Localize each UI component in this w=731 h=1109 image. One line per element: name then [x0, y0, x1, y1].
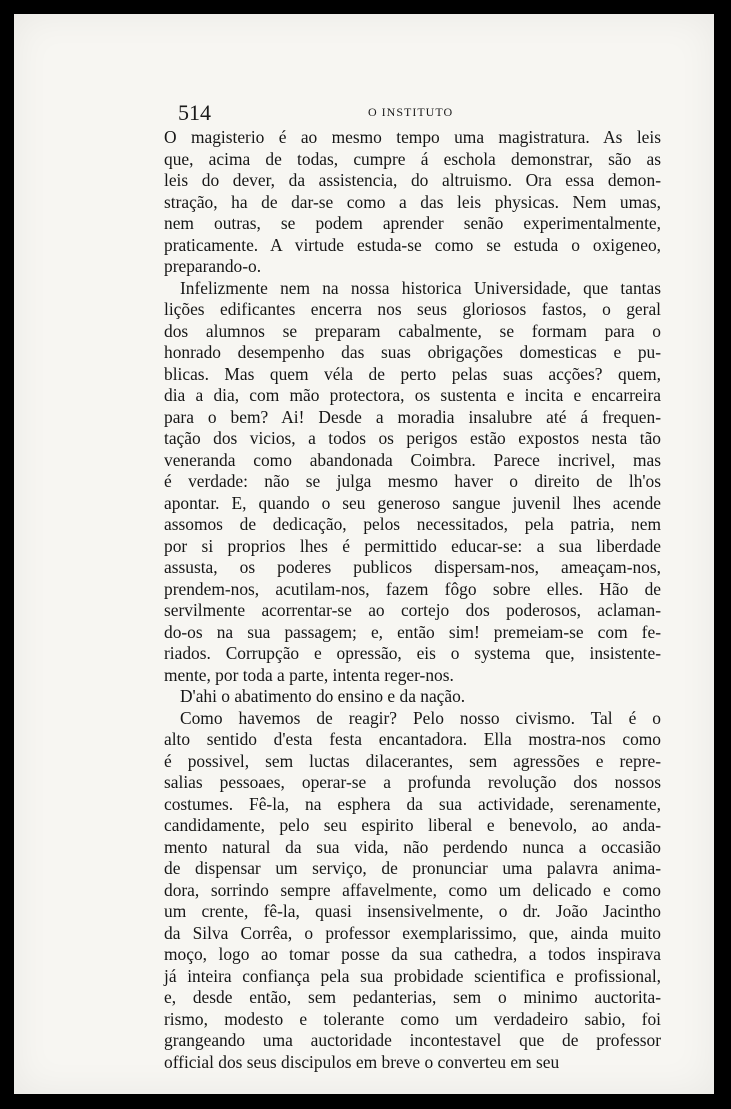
text-line: é verdade: não se julga mesmo haver o direito de lh'os — [164, 471, 661, 491]
text-line: mente, por toda a parte, intenta reger-nos. — [164, 664, 454, 685]
text-line: por si proprios lhes é permittido educar-se: a sua liberdade — [164, 535, 661, 556]
text-line: dos alumnos se preparam cabalmente, se formam para o — [164, 320, 661, 341]
text-line: riados. Corrupção e opressão, eis o systema que, insistente- — [164, 643, 661, 663]
text-line: grangeando uma auctoridade incontestavel que de professor — [164, 1030, 661, 1050]
text-line: mento natural da sua vida, não perdendo nunca a occasião — [164, 836, 661, 857]
text-line: praticamente. A virtude estuda-se como se estuda o oxigeneo, — [164, 234, 661, 255]
text-line: D'ahi o abatimento do ensino e da nação. — [180, 686, 466, 706]
page-number: 514 — [178, 100, 211, 125]
text-line: stração, ha de dar-se como a das leis physicas. Nem umas, — [164, 191, 661, 212]
text-line: apontar. E, quando o seu generoso sangue juvenil lhes acende — [164, 492, 661, 513]
text-line: dora, sorrindo sempre affavelmente, como um delicado e como — [164, 879, 661, 900]
text-line: rismo, modesto e tolerante como um verdadeiro sabio, foi — [164, 1008, 661, 1029]
text-line: que, acima de todas, cumpre á eschola demonstrar, são as — [164, 148, 661, 169]
body-text — [164, 127, 661, 1073]
text-line: alto sentido d'esta festa encantadora. Ella mostra-nos como — [164, 729, 661, 749]
text-line: um crente, fê-la, quasi insensivelmente, o dr. João Jacintho — [164, 901, 661, 921]
text-line: do-os na sua passagem; e, então sim! premeiam-se com fe- — [164, 621, 661, 642]
text-line: da Silva Corrêa, o professor exemplarissimo, que, ainda muito — [164, 922, 661, 943]
text-line: preparando-o. — [164, 256, 262, 276]
text-line: veneranda como abandonada Coimbra. Parece incrivel, mas — [164, 449, 661, 470]
text-line: moço, logo ao tomar posse da sua cathedra, a todos inspirava — [164, 944, 661, 964]
text-line: candidamente, pelo seu espirito liberal e benevolo, ao anda- — [164, 815, 661, 835]
text-line: lições edificantes encerra nos seus gloriosos fastos, o geral — [164, 299, 661, 319]
text-line: Infelizmente nem na nossa historica Universidade, que tantas — [180, 277, 661, 298]
page-header — [178, 100, 678, 130]
text-line: de dispensar um serviço, de pronunciar uma palavra anima- — [164, 858, 661, 878]
text-line: e, desde então, sem pedanterias, sem o minimo auctorita- — [164, 987, 661, 1007]
text-line: nem outras, se podem aprender senão experimentalmente, — [164, 213, 661, 233]
text-line: official dos seus discipulos em breve o converteu em seu — [164, 1051, 560, 1072]
text-line: assomos de dedicação, pelos necessitados, pela patria, nem — [164, 514, 661, 534]
paragraph — [164, 686, 661, 708]
text-line: leis do dever, da assistencia, do altruismo. Ora essa demon- — [164, 170, 661, 190]
text-line: O magisterio é ao mesmo tempo uma magistratura. As leis — [164, 127, 661, 147]
text-line: já inteira confiança pela sua probidade scientifica e profissional, — [164, 965, 661, 986]
paragraph — [164, 127, 661, 278]
text-line: tação dos vicios, a todos os perigos estão expostos nesta tão — [164, 428, 661, 448]
paragraph — [164, 278, 661, 687]
text-line: honrado desempenho das suas obrigações domesticas e pu- — [164, 342, 661, 362]
running-title: O INSTITUTO — [368, 105, 454, 119]
text-line: salias pessoaes, operar-se a profunda revolução dos nossos — [164, 772, 661, 792]
text-line: assusta, os poderes publicos dispersam-nos, ameaçam-nos, — [164, 557, 661, 577]
text-line: blicas. Mas quem véla de perto pelas suas acções? quem, — [164, 363, 661, 384]
text-line: é possivel, sem luctas dilacerantes, sem agressões e repre- — [164, 750, 661, 771]
paragraph — [164, 708, 661, 1074]
text-line: Como havemos de reagir? Pelo nosso civismo. Tal é o — [180, 707, 661, 728]
text-line: para o bem? Ai! Desde a moradia insalubre até á frequen- — [164, 406, 661, 427]
text-line: costumes. Fê-la, na esphera da sua actividade, serenamente, — [164, 793, 661, 814]
text-line: servilmente acorrentar-se ao cortejo dos poderosos, aclaman- — [164, 600, 661, 620]
text-line: dia a dia, com mão protectora, os sustenta e incita e encarreira — [164, 385, 661, 405]
text-line: prendem-nos, acutilam-nos, fazem fôgo sobre elles. Hão de — [164, 578, 661, 599]
